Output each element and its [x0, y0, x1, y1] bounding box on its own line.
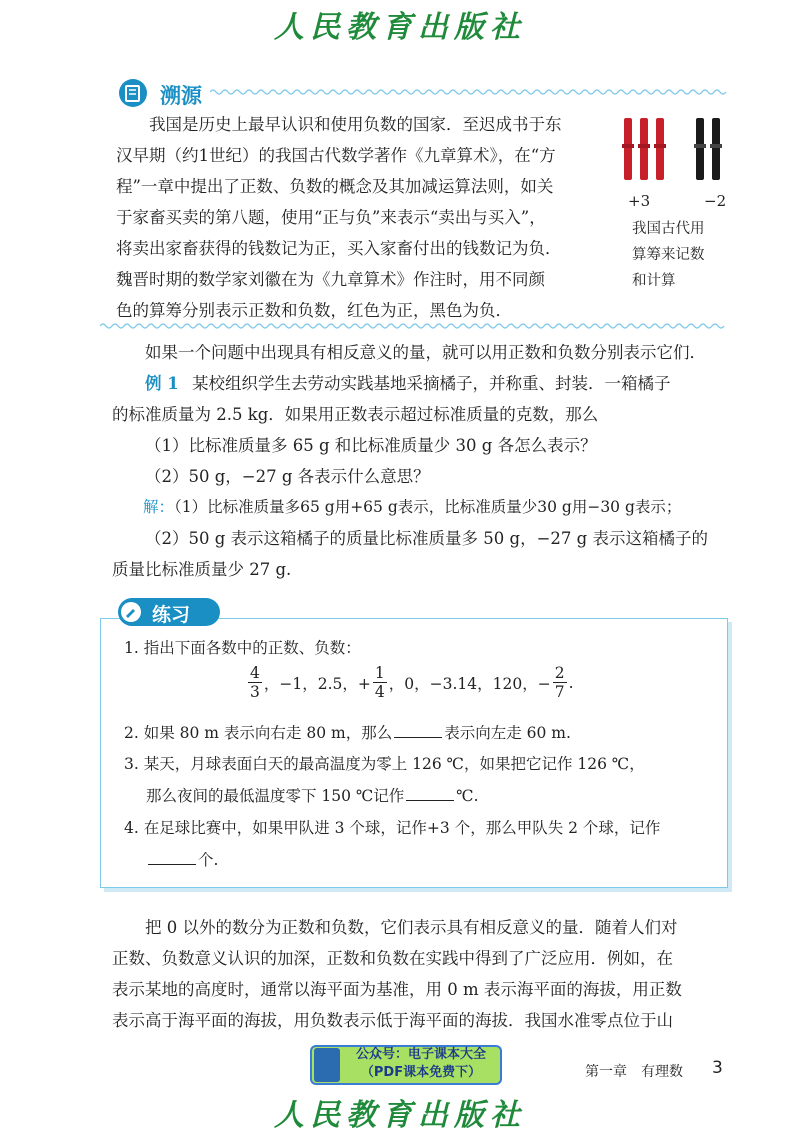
caption-line: 算筹来记数 [632, 247, 705, 263]
example-text: 某校组织学生去劳动实践基地采摘橘子，并称重、封装．一箱橘子 [191, 374, 671, 393]
black-rods [694, 118, 722, 180]
exercise-item-1: 1. 指出下面各数中的正数、负数： [124, 639, 361, 657]
solution-line-3: 质量比标准质量少 27 g. [112, 560, 292, 579]
origin-line: 将卖出家畜获得的钱数记为正，买入家畜付出的钱数记为负． [116, 239, 562, 258]
rod-caption [632, 216, 705, 294]
paragraph-line: 表示高于海平面的海拔，用负数表示低于海平面的海拔．我国水准零点位于山 [112, 1011, 673, 1030]
origin-line: 程”一章中提出了正数、负数的概念及其加减运算法则，如关 [116, 177, 554, 196]
origin-line: 色的算筹分别表示正数和负数，红色为正，黑色为负． [116, 301, 512, 320]
numbers-text: . [568, 673, 574, 692]
chapter-label: 第一章 有理数 [585, 1064, 683, 1080]
exercise-numbers [246, 664, 574, 701]
answer-blank[interactable] [148, 850, 196, 865]
example-label: 例 1 [145, 374, 179, 393]
red-rods [622, 118, 666, 180]
exercise-item-4: 4. 在足球比赛中，如果甲队进 3 个球，记作+3 个，那么甲队失 2 个球，记作 [124, 819, 661, 837]
pencil-icon [120, 601, 142, 623]
caption-line: 和计算 [632, 273, 676, 289]
exercise-item-4-cont: 个. [146, 848, 218, 870]
origin-line: 魏晋时期的数学家刘徽在为《九章算术》作注时，用不同颜 [116, 270, 545, 289]
fraction: $\frac{2}{7}$ [554, 664, 565, 701]
exercise-title: 练习 [152, 604, 191, 626]
rod-label-positive: +3 [628, 192, 651, 210]
intro-paragraph: 如果一个问题中出现具有相反意义的量，就可以用正数和负数分别表示它们． [145, 343, 706, 362]
promo-line: 公众号：电子课本大全 [355, 1047, 486, 1062]
answer-blank[interactable] [394, 723, 442, 738]
origin-line: 我国是历史上最早认识和使用负数的国家．至迟成书于东 [149, 115, 562, 134]
bottom-dashed-line [100, 322, 730, 330]
example-line [112, 368, 732, 399]
numbers-text: ，−1，2.5，+ [263, 674, 371, 693]
publisher-footer: 人民教育出版社 [274, 1098, 526, 1133]
fraction: $\frac{4}{3}$ [250, 664, 260, 701]
origin-title: 溯源 [160, 84, 202, 108]
book-icon [118, 78, 148, 108]
book-logo-icon [314, 1048, 340, 1082]
top-dashed-line [210, 88, 730, 96]
publisher-header: 人民教育出版社 [274, 10, 526, 45]
example-line: 的标准质量为 2.5 kg．如果用正数表示超过标准质量的克数，那么 [112, 405, 599, 424]
answer-blank[interactable] [406, 786, 454, 801]
exercise-item-3: 3. 某天，月球表面白天的最高温度为零上 126 ℃，如果把它记作 126 ℃， [124, 755, 645, 773]
question-2: （2）50 g，−27 g 各表示什么意思？ [145, 467, 430, 486]
fraction: $\frac{1}{4}$ [374, 664, 385, 701]
caption-line: 我国古代用 [632, 221, 705, 237]
exercise-item-2: 2. 如果 80 m 表示向右走 80 m，那么 表示向左走 60 m. [124, 724, 571, 742]
exercise-item-3-cont: 那么夜间的最低温度零下 150 ℃记作 ℃. [146, 787, 479, 805]
paragraph-line: 把 0 以外的数分为正数和负数，它们表示具有相反意义的量．随着人们对 [145, 918, 678, 937]
paragraph-line: 表示某地的高度时，通常以海平面为基准，用 0 m 表示海平面的海拔，用正数 [112, 980, 682, 999]
solution-label: 解： [143, 498, 175, 516]
solution-line-2: （2）50 g 表示这箱橘子的质量比标准质量多 50 g，−27 g 表示这箱橘子的 [145, 529, 708, 548]
rod-label-negative: −2 [704, 192, 727, 210]
numbers-text: ，0，−3.14，120，− [388, 674, 551, 693]
origin-line: 汉早期（约1世纪）的我国古代数学著作《九章算术》，在“方 [116, 146, 556, 165]
counting-rods-figure [620, 114, 730, 184]
page-number: 3 [712, 1058, 723, 1078]
origin-line: 于家畜买卖的第八题，使用“正与负”来表示“卖出与买入”， [116, 208, 546, 227]
promo-line: （PDF课本免费下） [360, 1065, 482, 1080]
origin-text [116, 109, 616, 326]
solution-text: （1）比标准质量多65 g用+65 g表示，比标准质量少30 g用−30 g表示； [174, 498, 682, 516]
main-content [112, 337, 732, 585]
solution-line [112, 492, 732, 523]
bottom-paragraph [112, 912, 732, 1036]
promo-text [346, 1046, 496, 1082]
paragraph-line: 正数、负数意义认识的加深，正数和负数在实践中得到了广泛应用．例如，在 [112, 949, 673, 968]
question-1: （1）比标准质量多 65 g 和比标准质量少 30 g 各怎么表示？ [145, 436, 597, 455]
